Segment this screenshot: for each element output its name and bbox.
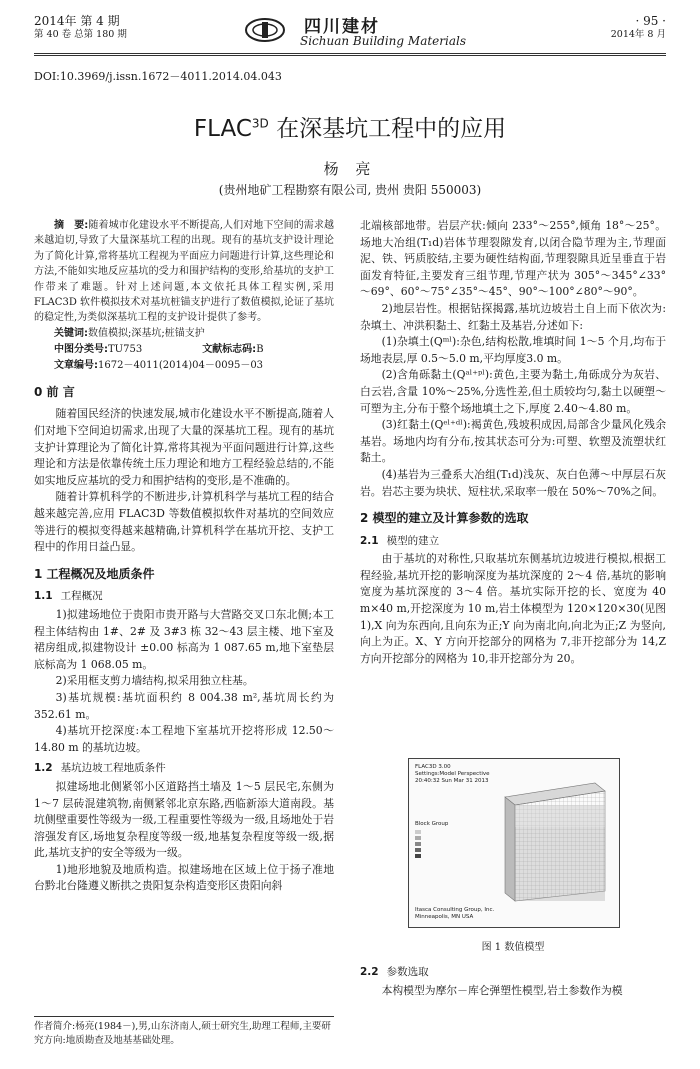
doc-code-label: 文献标志码:: [202, 343, 257, 355]
subsection-1-1-num: 1.1: [34, 590, 53, 603]
figure-frame: [408, 758, 620, 928]
author-footnote: 作者简介:杨亮(1984－),男,山东济南人,硕士研究生,助理工程师,主要研究方向:地质勘查及地基基础处理。: [34, 1021, 331, 1046]
subsection-1-1: [34, 588, 334, 605]
header-rule-2: [34, 55, 666, 56]
title-rest: 在深基坑工程中的应用: [268, 116, 507, 142]
section-2-heading: 2 模型的建立及计算参数的选取: [360, 511, 529, 526]
issue-date: 2014年 8 月: [610, 29, 666, 40]
strata-gravel-clay: (2)含角砾黏土(Qᵃˡ⁺ᵖˡ):黄色,主要为黏土,角砾成分为灰岩、白云岩,含量 10%～25%,分选性差,但土质较均匀,黏土以硬塑～可塑为主,分布于整个场地填土之下,厚度 2.40～4.80 m。: [360, 368, 666, 415]
figure-date: 20:40:32 Sun Mar 31 2013: [415, 778, 489, 784]
doi: DOI:10.3969/j.issn.1672－4011.2014.04.043: [34, 70, 282, 83]
keywords-text: 数值模拟;深基坑;桩锚支护: [88, 327, 205, 339]
figure-settings: Settings:Model Perspective: [415, 771, 490, 777]
footnote-rule: [34, 1016, 334, 1017]
title-sup: 3D: [251, 116, 269, 131]
abstract-label: 摘 要:: [54, 220, 89, 231]
abstract-text: 随着城市化建设水平不断提高,人们对地下空间的需求越来越迫切,导致了大量深基坑工程的出现。现有的基坑支护设计理论为了简化计算,常将基坑工程视为平面应力问题进行计算,这些理论和方法,不能如实地反应基坑的受力和围护结构的变形,给基坑的支护工作带来了难题。针对上述问题,本文依托具体工程实例,采用 FLAC3D 软件模拟技术对基坑桩锚支护进行了数值模拟,论证了基坑的稳定性,为类似深基坑工程的支护设计提供了参考。: [34, 220, 335, 324]
figure-1: [360, 758, 666, 938]
brand-en: Sichuan Building Materials: [300, 34, 466, 48]
strata-intro: 2)地层岩性。根据钻探揭露,基坑边坡岩土自上而下依次为:杂填土、冲洪积黏土、红黏土及基岩,分述如下:: [360, 301, 666, 332]
strata-fill: (1)杂填土(Qᵐˡ):杂色,结构松散,堆填时间 1～5 个月,均布于场地表层,厚 0.5～5.0 m,平均厚度3.0 m。: [360, 335, 666, 365]
subsection-2-1: [360, 533, 666, 550]
legend-swatch: [415, 830, 421, 834]
subsection-2-2-num: 2.2: [360, 966, 379, 978]
overview-item-4: 4)基坑开挖深度:本工程地下室基坑开挖将形成 12.50～14.80 m 的基坑边坡。: [34, 724, 334, 754]
author: 杨 亮: [323, 160, 377, 178]
parameter-section: [360, 960, 666, 999]
legend-swatch: [415, 854, 421, 858]
subsection-1-2: [34, 760, 334, 777]
mesh-layer-top: [515, 805, 605, 827]
classification: [34, 342, 334, 358]
geology-paragraph-2: 1)地形地貌及地质构造。拟建场地在区域上位于扬子准地台黔北台隆遵义断拱之贵阳复杂构造变形区贵阳向斜: [34, 862, 334, 893]
geology-paragraph-1: 拟建场地北侧紧邻小区道路挡土墙及 1～5 层民宅,东侧为 1～7 层砖混建筑物,南侧紧邻北京东路,西临新添大道南段。基坑侧壁重要性等级为一级,工程重要性等级为一级,且场地处于岩溶强发育区,场地复杂程度等级一级,地基复杂程度等级一级,据此,基坑支护的安全等级为一级。: [34, 779, 334, 860]
clc-value: TU753: [108, 343, 143, 355]
abstract: [34, 218, 334, 326]
subsection-1-2-num: 1.2: [34, 762, 53, 775]
left-column: [34, 218, 334, 895]
figure-group-label: Block Group: [415, 821, 449, 827]
journal-logo-icon: [244, 16, 286, 44]
issue-info: [34, 14, 127, 42]
year-issue: 2014年 第 4 期: [34, 14, 120, 28]
keywords-label: 关键词:: [54, 327, 88, 339]
legend-swatch: [415, 848, 421, 852]
mesh-side-face: [505, 797, 515, 901]
parameter-paragraph: 本构模型为摩尔－库仑弹塑性模型,岩土参数作为模: [381, 983, 623, 997]
section-1-heading: 1 工程概况及地质条件: [34, 566, 155, 581]
brand-cn: 四川建材: [304, 17, 380, 37]
subsection-1-2-title: 基坑边坡工程地质条件: [60, 762, 166, 775]
figure-caption: 图 1 数值模型: [481, 942, 545, 953]
intro-paragraph-1: 随着国民经济的快速发展,城市化建设水平不断提高,随着人们对地下空间迫切需求,出现了大量的深基坑工程。现有的基坑支护计算理论为了简化计算,常将其视为平面问题进行计算,这些理论和方法是依靠传统土压力理论和地方工程经验总结的,不能如实地反应基坑的受力和围护结构的变形,是不准确的。: [34, 407, 334, 487]
article-label: 文章编号:: [54, 359, 98, 371]
legend-swatch: [415, 842, 421, 846]
model-paragraph: 由于基坑的对称性,只取基坑东侧基坑边坡进行模拟,根据工程经验,基坑开挖的影响深度为基坑深度的 2～4 倍,基坑的影响宽度为基坑深度的 3～4 倍。基坑实际开挖的长、宽度为 40 m×40 m,开挖深度为 10 m,岩土体模型为 120×120×30(见图 1),X 向为东西向,且向东为正;Y 向为南北向,向北为正;Z 为竖向,向上为正。X、Y 方向开挖部分的网格为 7,非开挖部分为 14,Z 方向开挖部分的网格为 10,非开挖部分为 20。: [360, 552, 666, 665]
subsection-2-1-num: 2.1: [360, 534, 379, 547]
strata-bedrock: (4)基岩为三叠系大冶组(T₁d)浅灰、灰白色薄～中厚层石灰岩。岩芯主要为块状、短柱状,采取率一般在 50%～70%之间。: [360, 467, 666, 498]
overview-item-2: 2)采用框支剪力墙结构,拟采用独立柱基。: [55, 674, 254, 688]
intro-paragraph-2: 随着计算机科学的不断进步,计算机科学与基坑工程的结合越来越完善,应用 FLAC3D 等数值模拟软件对基坑的空间效应等进行的模拟变得越来越精确,计算机科学在基坑开挖、支护工程中的作用日益凸显。: [34, 490, 334, 554]
legend-swatch: [415, 836, 421, 840]
subsection-2-2: [360, 964, 666, 981]
mesh-model-image: [487, 777, 611, 905]
section-0-heading: 0 前 言: [34, 384, 75, 399]
figure-legend: [415, 821, 475, 860]
volume-info: 第 40 卷 总第 180 期: [34, 29, 127, 40]
article-number: [34, 358, 334, 374]
subsection-2-2-title: 参数选取: [386, 966, 429, 978]
legend-swatches: [415, 830, 475, 858]
doc-code-value: B: [256, 343, 264, 355]
journal-brand: [244, 14, 494, 54]
page-info: [611, 14, 666, 42]
keywords: [34, 326, 334, 342]
article-value: 1672－4011(2014)04－0095－03: [98, 359, 264, 371]
title-main: FLAC: [193, 116, 252, 142]
geology-continued: 北端核部地带。岩层产状:倾向 233°～255°,倾角 18°～25°。场地大冶组(T₁d)岩体节理裂隙发育,以闭合隐节理为主,节理面泥、铁、钙质胶结,主要为硬性结构面,节理裂隙具近呈垂直于岩面发育特征,主要发育三组节理,节理产状为 305°～345°∠33°～69°、60°～75°∠35°～45°、90°～100°∠80°～90°。: [360, 219, 666, 299]
right-column: [360, 218, 666, 667]
figure-title: FLAC3D 3.00: [415, 764, 451, 770]
overview-item-3: 3)基坑规模:基坑面积约 8 004.38 m²,基坑周长约为 352.61 m。: [34, 690, 334, 721]
strata-red-clay: (3)红黏土(Qᵉˡ⁺ᵈˡ):褐黄色,残坡积成因,局部含少量风化残余基岩。场地内均有分布,按其状态可分为:可塑、软塑及流塑状红黏土。: [360, 418, 666, 465]
paper-title: [0, 110, 700, 143]
header-rule: [34, 53, 666, 54]
page-number: · 95 ·: [635, 14, 666, 28]
subsection-1-1-title: 工程概况: [60, 590, 103, 603]
affiliation: (贵州地矿工程勘察有限公司, 贵州 贵阳 550003): [218, 183, 482, 197]
clc-label: 中图分类号:: [54, 343, 108, 355]
mesh-layer-bottom: [515, 827, 605, 901]
journal-header: [34, 14, 666, 54]
overview-item-1: 1)拟建场地位于贵阳市贵开路与大营路交叉口东北侧;本工程主体结构由 1#、2# 及 3#3 栋 32～43 层主楼、地下室及裙房组成,拟建物设计 ±0.00 标高为 1 087.65 m,地下室垫层底标高为 1 068.05 m。: [34, 607, 334, 671]
figure-footer: Itasca Consulting Group, Inc. Minneapolis, MN USA: [415, 907, 495, 920]
figure-info: [415, 764, 495, 785]
subsection-2-1-title: 模型的建立: [386, 534, 440, 547]
